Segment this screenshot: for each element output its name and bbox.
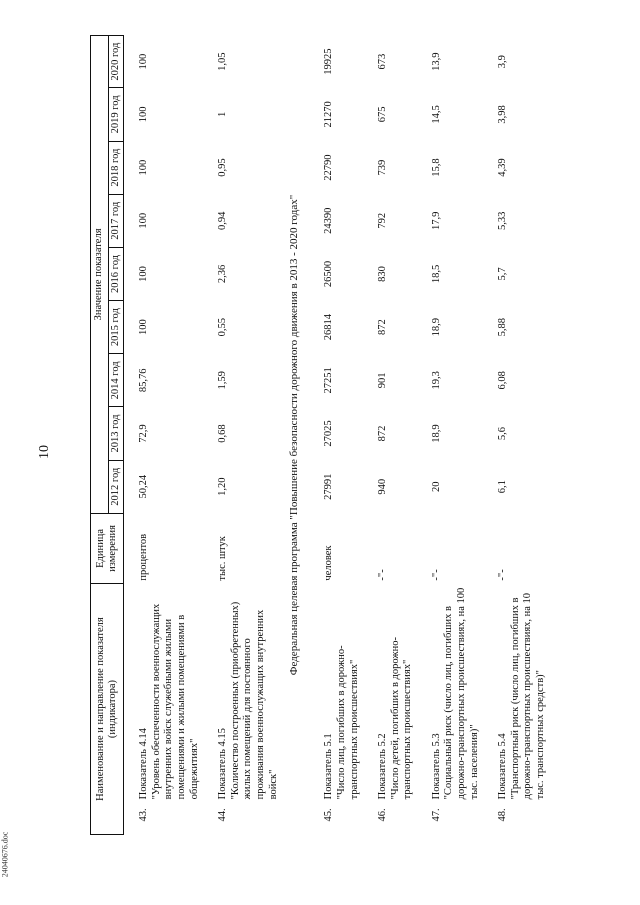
value-cell: 26500	[323, 260, 335, 288]
footer-file-code: 24040676.doc	[0, 831, 10, 878]
value-cell: 5,33	[497, 211, 509, 230]
indicators-table	[90, 35, 550, 835]
value-cell: 1,05	[217, 52, 229, 71]
header-value-group: Значение показателя	[91, 36, 109, 514]
value-cell: 19,3	[430, 371, 442, 390]
value-cell: 739	[377, 159, 389, 176]
value-cell: 22790	[323, 154, 335, 181]
value-cell: 100	[138, 319, 150, 336]
value-cell: 5,88	[497, 317, 509, 337]
row-number: 46.	[377, 808, 389, 822]
indicator-description: "Уровень обеспеченности военнослужащих внутренних войск служебными жилыми помещениями и жилыми помещениями в общежитиях"	[150, 603, 200, 800]
table-row	[417, 36, 483, 835]
value-cell: 1,20	[217, 477, 229, 496]
indicator-code: Показатель 5.3	[430, 733, 442, 800]
unit-cell: тыс. штук	[217, 536, 229, 581]
program-title-row	[282, 36, 309, 835]
indicator-description: "Число лиц, погибших в дорожно-транспортных происшествиях"	[335, 645, 360, 800]
value-cell: 18,9	[430, 317, 442, 337]
row-number: 45.	[323, 808, 335, 822]
indicator-description: "Число детей, погибших в дорожно-транспортных происшествиях"	[389, 637, 414, 800]
table-row	[203, 36, 282, 835]
indicator-description: "Количество построенных (приобретенных) жилых помещений для постоянного проживания военнослужащих внутренних войск"	[229, 601, 279, 800]
program-title: Федеральная целевая программа "Повышение безопасности дорожного движения в 2013 - 2020 годах"	[288, 194, 301, 676]
value-cell: 830	[377, 266, 389, 282]
value-cell: 4,39	[497, 158, 509, 177]
value-cell: 2,36	[217, 264, 229, 284]
value-cell: 18,9	[430, 424, 442, 443]
value-cell: 6,1	[497, 480, 509, 494]
indicator-description: "Транспортный риск (число лиц, погибших в дорожно-транспортных происшествиях, на 10 тыс. транспортных средств)"	[509, 592, 547, 800]
value-cell: 50,24	[138, 474, 150, 499]
header-indicator-name: Наименование и направление показателя (индикатора)	[91, 584, 124, 835]
indicator-cell	[483, 584, 549, 803]
value-cell: 0,94	[217, 211, 229, 230]
value-cell: 3,98	[497, 105, 509, 124]
row-number: 44.	[217, 808, 229, 822]
value-cell: 3,9	[497, 55, 509, 69]
indicator-cell	[203, 584, 282, 803]
header-year: 2015 год	[108, 301, 124, 354]
header-unit: Единица измерения	[91, 513, 124, 583]
value-cell: 901	[377, 372, 389, 389]
value-cell: 100	[138, 159, 150, 176]
table-row	[483, 36, 549, 835]
unit-cell: -"-	[430, 569, 442, 581]
header-year: 2019 год	[108, 88, 124, 141]
value-cell: 6,08	[497, 371, 509, 390]
table-row	[309, 36, 363, 835]
value-cell: 27251	[323, 367, 335, 394]
value-cell: 26814	[323, 314, 335, 341]
row-number: 48.	[497, 808, 509, 822]
value-cell: 14,5	[430, 105, 442, 124]
row-number: 47.	[430, 808, 442, 822]
unit-cell: -"-	[377, 569, 389, 581]
header-year: 2018 год	[108, 141, 124, 194]
value-cell: 27025	[323, 420, 335, 447]
indicator-code: Показатель 5.4	[497, 733, 509, 800]
value-cell: 17,9	[430, 211, 442, 230]
header-year: 2014 год	[108, 354, 124, 407]
indicator-code: Показатель 4.15	[217, 728, 229, 800]
table-row	[124, 36, 203, 835]
value-cell: 24390	[323, 207, 335, 234]
value-cell: 0,55	[217, 317, 229, 337]
value-cell: 5,7	[497, 267, 509, 281]
value-cell: 21270	[323, 101, 335, 128]
value-cell: 20	[430, 481, 442, 492]
value-cell: 100	[138, 53, 150, 70]
indicator-cell	[124, 584, 203, 803]
indicator-code: Показатель 5.2	[377, 733, 389, 800]
indicator-description: "Социальный риск (число лиц, погибших в дорожно-транспортных происшествиях, на 100 тыс. населения)"	[443, 587, 480, 800]
header-year: 2020 год	[108, 36, 124, 88]
value-cell: 13,9	[430, 52, 442, 71]
header-year: 2017 год	[108, 194, 124, 247]
value-cell: 18,5	[430, 264, 442, 284]
unit-cell: процентов	[138, 533, 150, 581]
value-cell: 0,95	[217, 158, 229, 177]
value-cell: 100	[138, 212, 150, 229]
value-cell: 872	[377, 425, 389, 442]
value-cell: 100	[138, 106, 150, 123]
unit-cell: человек	[323, 545, 335, 581]
indicator-code: Показатель 4.14	[138, 728, 150, 800]
value-cell: 15,8	[430, 158, 442, 177]
value-cell: 72,9	[138, 424, 150, 443]
value-cell: 1,59	[217, 371, 229, 390]
header-year: 2012 год	[108, 460, 124, 513]
value-cell: 85,76	[138, 368, 150, 393]
value-cell: 19925	[323, 48, 335, 75]
indicator-cell	[417, 584, 483, 803]
value-cell: 100	[138, 266, 150, 282]
table-body	[124, 36, 550, 835]
value-cell: 673	[377, 53, 389, 70]
value-cell: 5,6	[497, 426, 509, 441]
indicator-code: Показатель 5.1	[323, 733, 335, 800]
value-cell: 872	[377, 319, 389, 336]
value-cell: 0,68	[217, 424, 229, 443]
page-number: 10	[37, 445, 52, 459]
unit-cell: -"-	[497, 569, 509, 581]
rotated-page-content	[90, 35, 547, 835]
table-header	[91, 36, 124, 835]
indicator-cell	[309, 584, 363, 803]
value-cell: 940	[377, 478, 389, 495]
indicator-cell	[363, 584, 417, 803]
header-year: 2016 год	[108, 247, 124, 300]
value-cell: 27991	[323, 473, 335, 500]
row-number: 43.	[138, 808, 150, 822]
value-cell: 1	[217, 111, 229, 118]
value-cell: 675	[377, 106, 389, 123]
table-row	[363, 36, 417, 835]
header-year: 2013 год	[108, 407, 124, 460]
value-cell: 792	[377, 212, 389, 229]
